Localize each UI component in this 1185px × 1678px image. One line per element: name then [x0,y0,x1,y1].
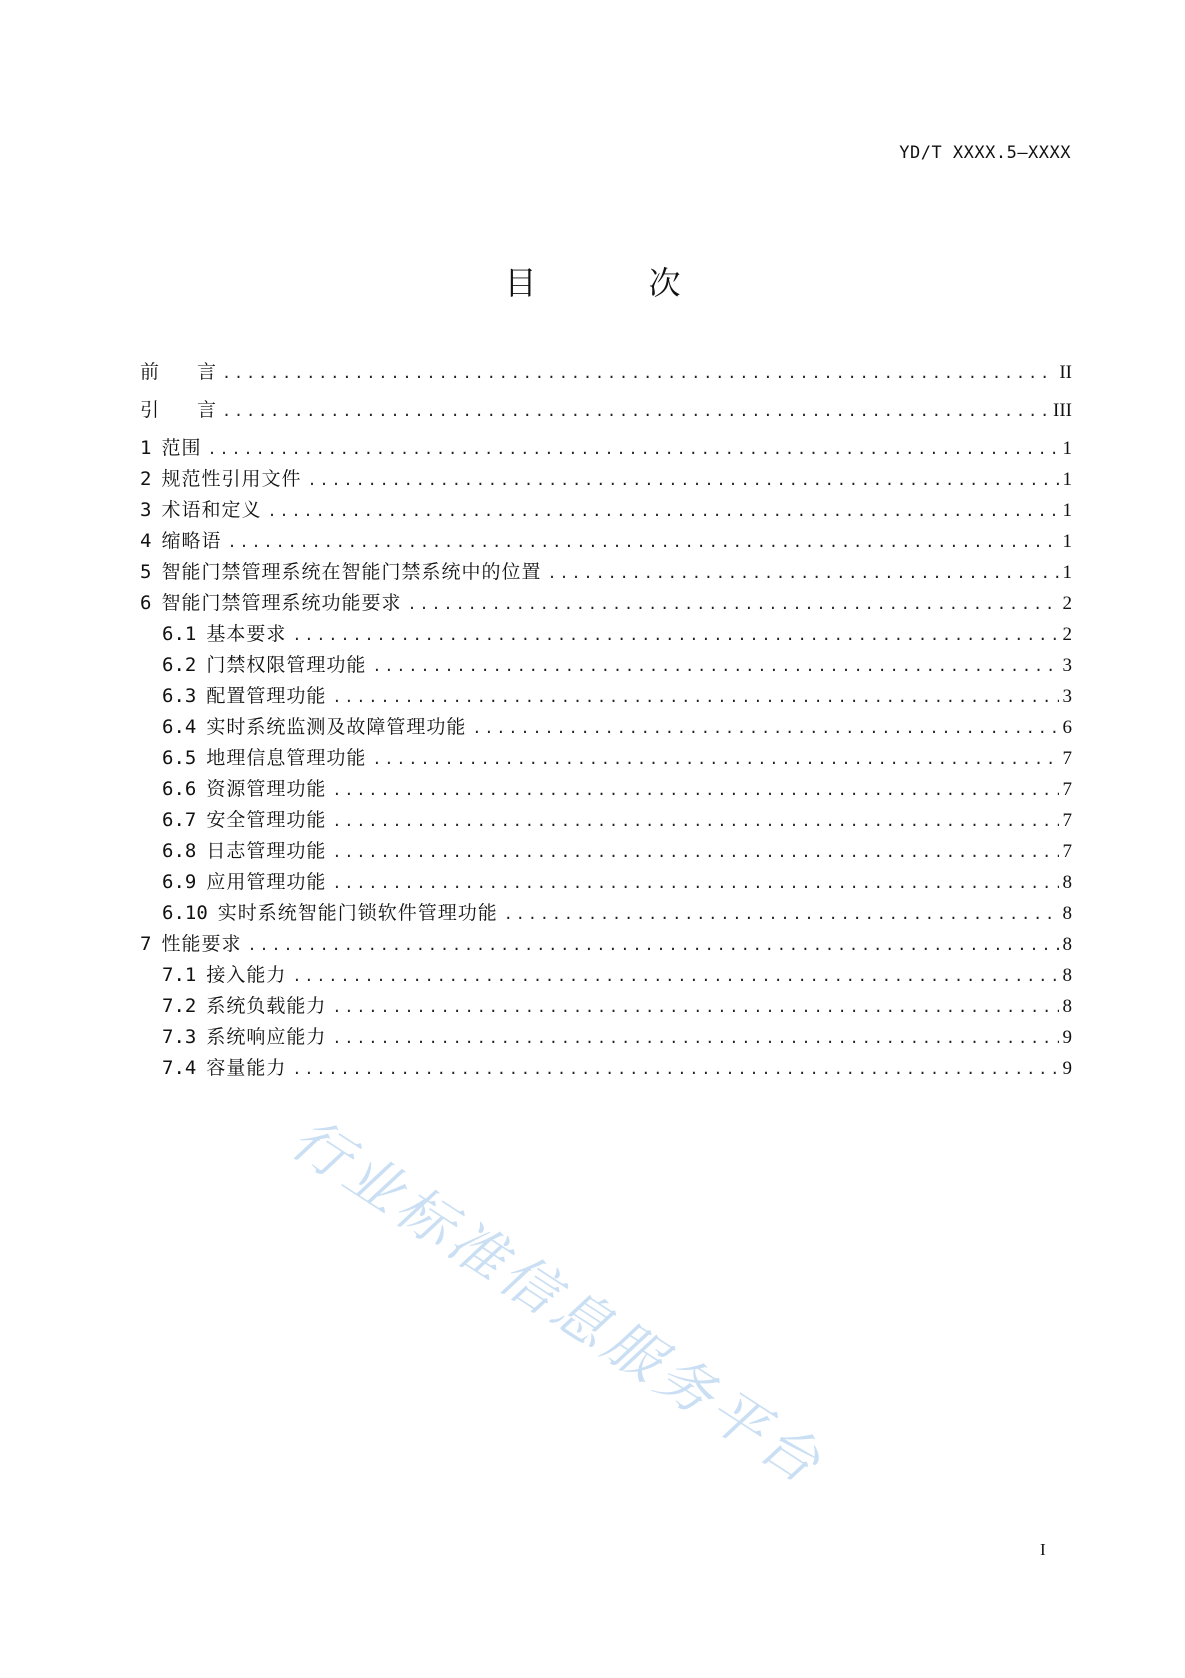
toc-entry-page: 3 [1062,686,1072,707]
toc-entry[interactable] [140,867,1072,898]
toc-leader-dots [292,626,1058,644]
toc-entry-page: 1 [1062,438,1072,459]
toc-entry[interactable] [140,433,1072,464]
toc-entry-label: 实时系统智能门锁软件管理功能 [217,902,498,924]
toc-entry[interactable] [140,1053,1072,1084]
toc-entry-label: 引 言 [140,399,217,421]
toc-entry-label: 基本要求 [206,623,287,645]
toc-entry-label: 系统响应能力 [206,1026,327,1048]
toc-entry-number: 7.4 [162,1057,197,1079]
toc-entry-page: 3 [1062,655,1072,676]
document-code: YD/T XXXX.5—XXXX [899,143,1071,163]
toc-entry-label: 系统负载能力 [206,995,327,1017]
toc-leader-dots [222,402,1049,420]
toc-entry-page: 7 [1062,810,1072,831]
toc-entry-page: III [1053,400,1072,421]
toc-entry-label: 配置管理功能 [206,685,327,707]
toc-entry-page: 8 [1062,934,1072,955]
toc-entry-number: 7.2 [162,995,197,1017]
toc-leader-dots [307,471,1058,489]
toc-leader-dots [292,967,1058,985]
toc-entry[interactable] [140,619,1072,650]
toc-entry-number: 6.3 [162,685,197,707]
toc-leader-dots [504,905,1059,923]
toc-entry-number: 6.7 [162,809,197,831]
toc-leader-dots [207,440,1058,458]
toc-entry[interactable] [140,464,1072,495]
toc-entry-page: 7 [1062,841,1072,862]
toc-entry[interactable] [140,395,1072,433]
toc-entry[interactable] [140,960,1072,991]
toc-entry-label: 规范性引用文件 [161,468,302,490]
toc-leader-dots [472,719,1058,737]
toc-entry[interactable] [140,588,1072,619]
toc-entry-page: 1 [1062,469,1072,490]
toc-entry-number: 6.2 [162,654,197,676]
toc-entry-label: 缩略语 [161,530,222,552]
toc-entry-page: 1 [1062,500,1072,521]
toc-entry[interactable] [140,836,1072,867]
toc-entry-label: 范围 [161,437,202,459]
toc-leader-dots [267,502,1058,520]
toc-entry[interactable] [140,991,1072,1022]
toc-entry-page: 7 [1062,779,1072,800]
toc-leader-dots [222,364,1055,382]
toc-entry-page: 8 [1062,996,1072,1017]
toc-entry[interactable] [140,774,1072,805]
toc-entry-label: 智能门禁管理系统功能要求 [161,592,402,614]
toc-entry-page: 8 [1062,903,1072,924]
toc-leader-dots [332,812,1058,830]
toc-entry-number: 6.5 [162,747,197,769]
toc-entry[interactable] [140,805,1072,836]
toc-entry-number: 6.8 [162,840,197,862]
toc-entry-number: 7.3 [162,1026,197,1048]
toc-entry-page: 8 [1062,965,1072,986]
toc-entry-label: 智能门禁管理系统在智能门禁系统中的位置 [161,561,542,583]
toc-entry-number: 6.4 [162,716,197,738]
page-number: I [1040,1540,1046,1559]
toc-entry[interactable] [140,898,1072,929]
toc-leader-dots [332,843,1058,861]
toc-leader-dots [332,998,1058,1016]
toc-entry-page: 2 [1062,624,1072,645]
toc-leader-dots [547,564,1058,582]
toc-entry-label: 实时系统监测及故障管理功能 [206,716,467,738]
toc-entry-label: 容量能力 [206,1057,287,1079]
toc-entry[interactable] [140,743,1072,774]
toc-leader-dots [227,533,1058,551]
toc-entry[interactable] [140,929,1072,960]
toc-entry-label: 前 言 [140,361,217,383]
toc-entry-page: 8 [1062,872,1072,893]
toc-leader-dots [292,1060,1058,1078]
toc-entry-label: 接入能力 [206,964,287,986]
toc-entry-number: 6.10 [162,902,208,924]
toc-leader-dots [372,657,1058,675]
toc-entry-number: 1 [140,437,152,459]
toc-leader-dots [332,688,1058,706]
page-title: 目 次 [504,264,721,302]
toc-entry-number: 7 [140,933,152,955]
toc-entry[interactable] [140,650,1072,681]
toc-entry-page: 7 [1062,748,1072,769]
toc-entry-page: 1 [1062,531,1072,552]
toc-entry-page: 6 [1062,717,1072,738]
toc-entry-number: 4 [140,530,152,552]
toc-leader-dots [332,781,1058,799]
toc-entry-number: 3 [140,499,152,521]
toc-entry-label: 应用管理功能 [206,871,327,893]
toc-entry-number: 6.6 [162,778,197,800]
toc-entry-label: 性能要求 [161,933,242,955]
toc-entry-label: 日志管理功能 [206,840,327,862]
toc-entry-page: II [1059,362,1072,383]
toc-leader-dots [332,874,1058,892]
toc-entry-label: 门禁权限管理功能 [206,654,367,676]
toc-entry-number: 2 [140,468,152,490]
table-of-contents [140,357,1072,1084]
toc-leader-dots [407,595,1058,613]
toc-entry-label: 安全管理功能 [206,809,327,831]
toc-entry-number: 6 [140,592,152,614]
toc-entry-page: 9 [1062,1058,1072,1079]
toc-entry-page: 2 [1062,593,1072,614]
toc-entry-number: 7.1 [162,964,197,986]
toc-entry-label: 术语和定义 [161,499,262,521]
toc-entry-number: 6.9 [162,871,197,893]
toc-entry-page: 1 [1062,562,1072,583]
toc-entry[interactable] [140,495,1072,526]
toc-leader-dots [247,936,1058,954]
toc-entry[interactable] [140,526,1072,557]
toc-entry[interactable] [140,712,1072,743]
toc-entry[interactable] [140,681,1072,712]
toc-entry-number: 6.1 [162,623,197,645]
toc-leader-dots [372,750,1058,768]
toc-entry-label: 资源管理功能 [206,778,327,800]
toc-entry-number: 5 [140,561,152,583]
watermark: 行业标准信息服务平台 [279,1106,836,1499]
toc-entry[interactable] [140,557,1072,588]
toc-entry[interactable] [140,1022,1072,1053]
toc-leader-dots [332,1029,1058,1047]
toc-entry-page: 9 [1062,1027,1072,1048]
toc-entry-label: 地理信息管理功能 [206,747,367,769]
toc-entry[interactable] [140,357,1072,395]
